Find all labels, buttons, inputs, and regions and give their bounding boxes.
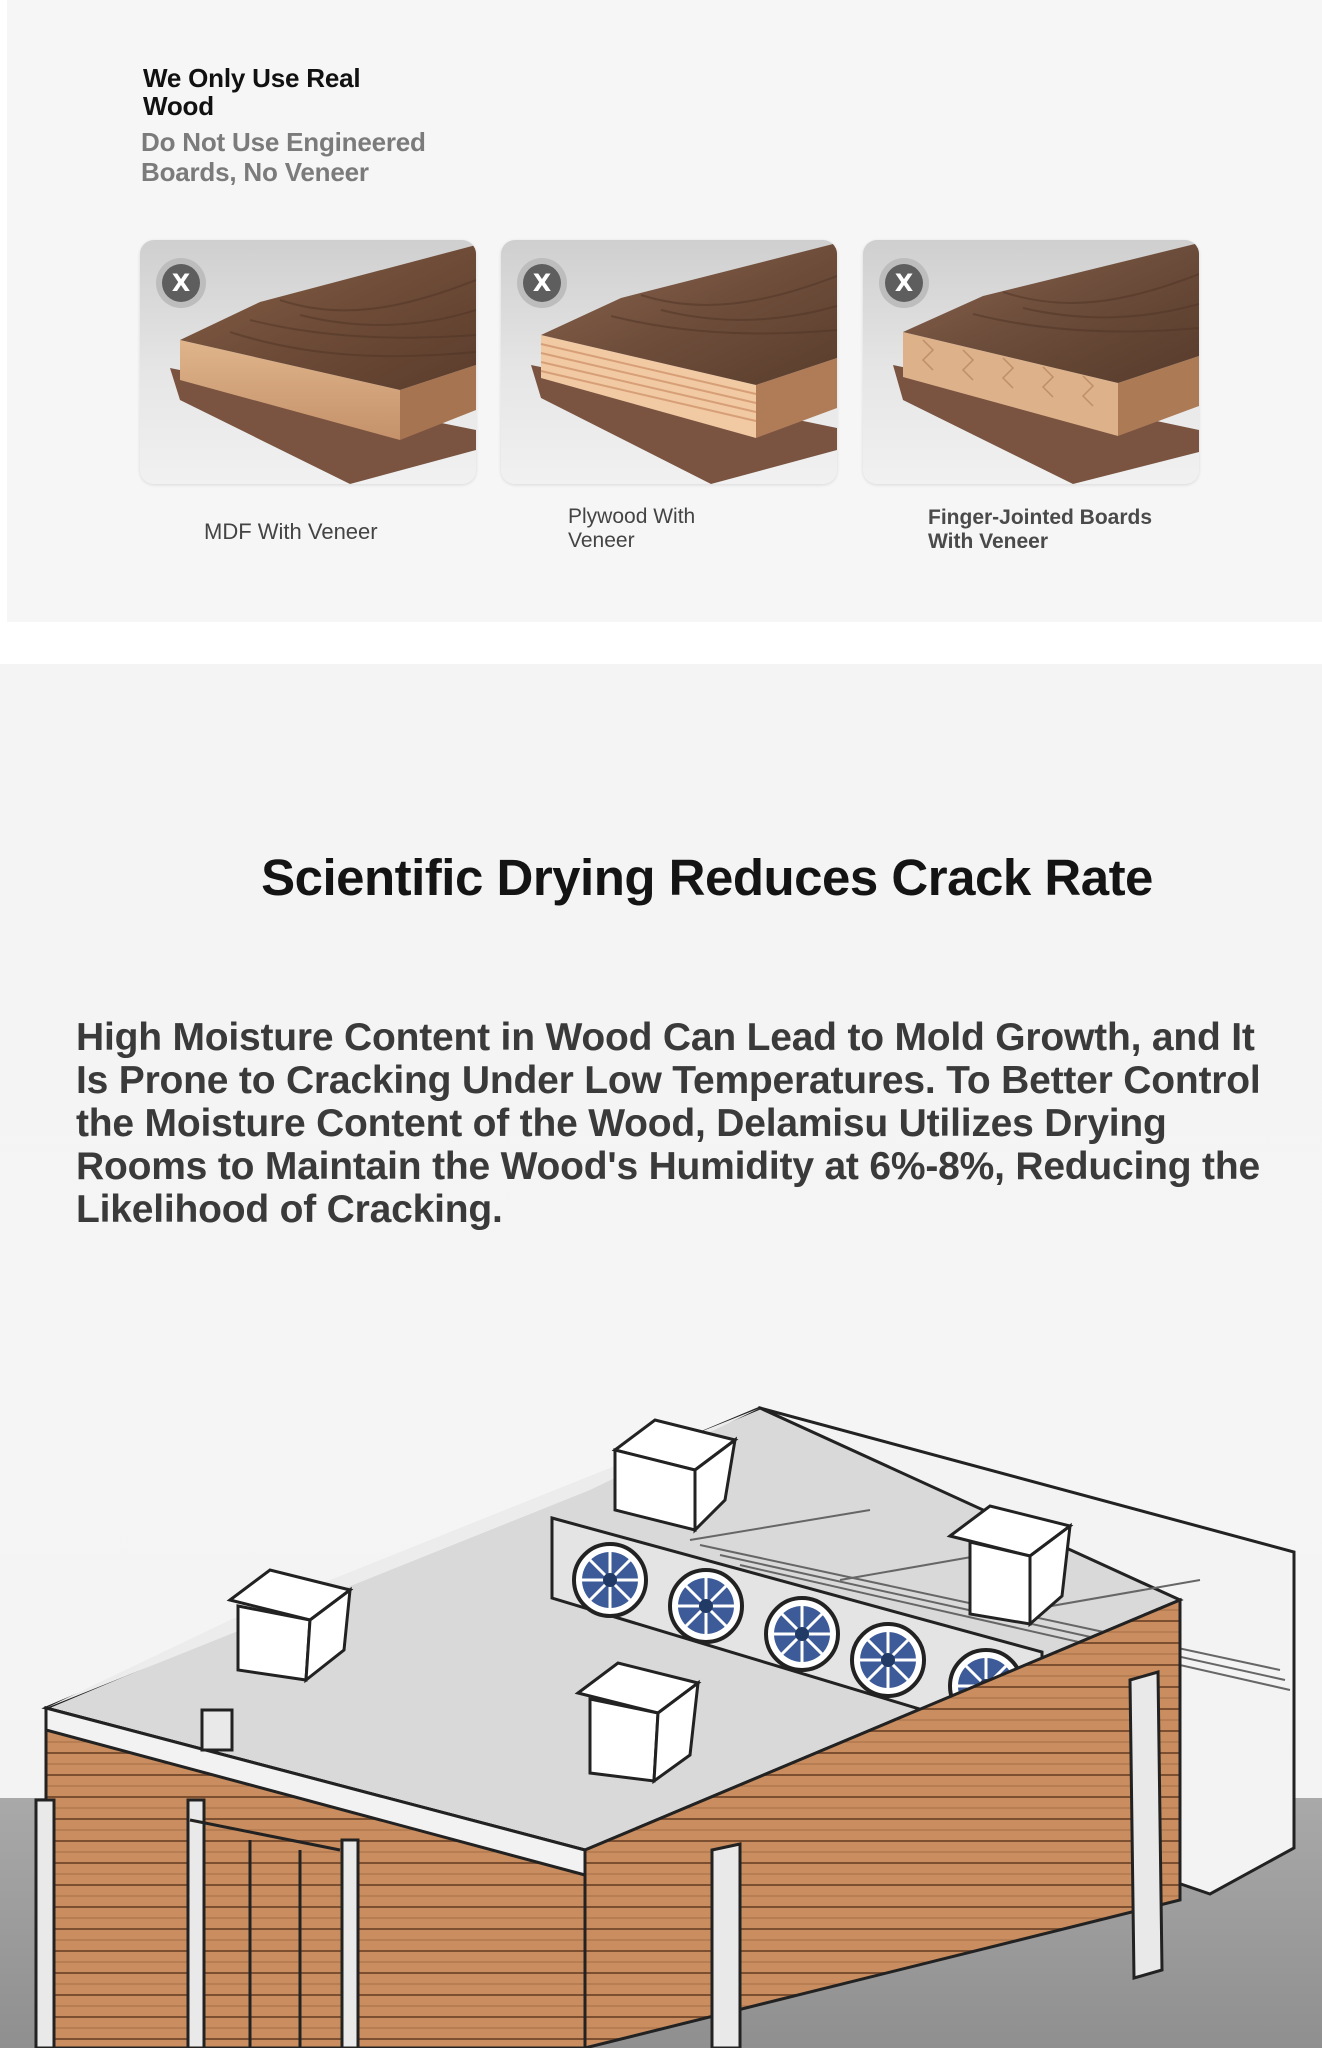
reject-x-icon: X <box>156 258 206 308</box>
mdf-veneer-card <box>140 240 476 484</box>
drying-room-illustration <box>0 1380 1322 2048</box>
finger-jointed-label: Finger-Jointed Boards With Veneer <box>928 506 1153 553</box>
plywood-label: Plywood With Veneer <box>568 505 696 552</box>
reject-x-icon: X <box>879 258 929 308</box>
reject-x-icon: X <box>517 258 567 308</box>
finger-jointed-card <box>863 240 1199 484</box>
intro-title: We Only Use Real Wood <box>143 63 361 121</box>
section-title: Scientific Drying Reduces Crack Rate <box>261 849 1153 906</box>
intro-subtitle: Do Not Use Engineered Boards, No Veneer <box>141 127 426 187</box>
plywood-veneer-card <box>501 240 837 484</box>
section-body: High Moisture Content in Wood Can Lead to Mold Growth, and It Is Prone to Cracking Under Low Temperatures. To Better Control the Moisture Content of the Wood, Delamisu Utilizes Drying Rooms to Maintain the Wood's Humidity at 6%-8%, Reducing the Likelihood of Cracking. <box>76 1016 1261 1231</box>
mdf-label: MDF With Veneer <box>204 519 378 544</box>
